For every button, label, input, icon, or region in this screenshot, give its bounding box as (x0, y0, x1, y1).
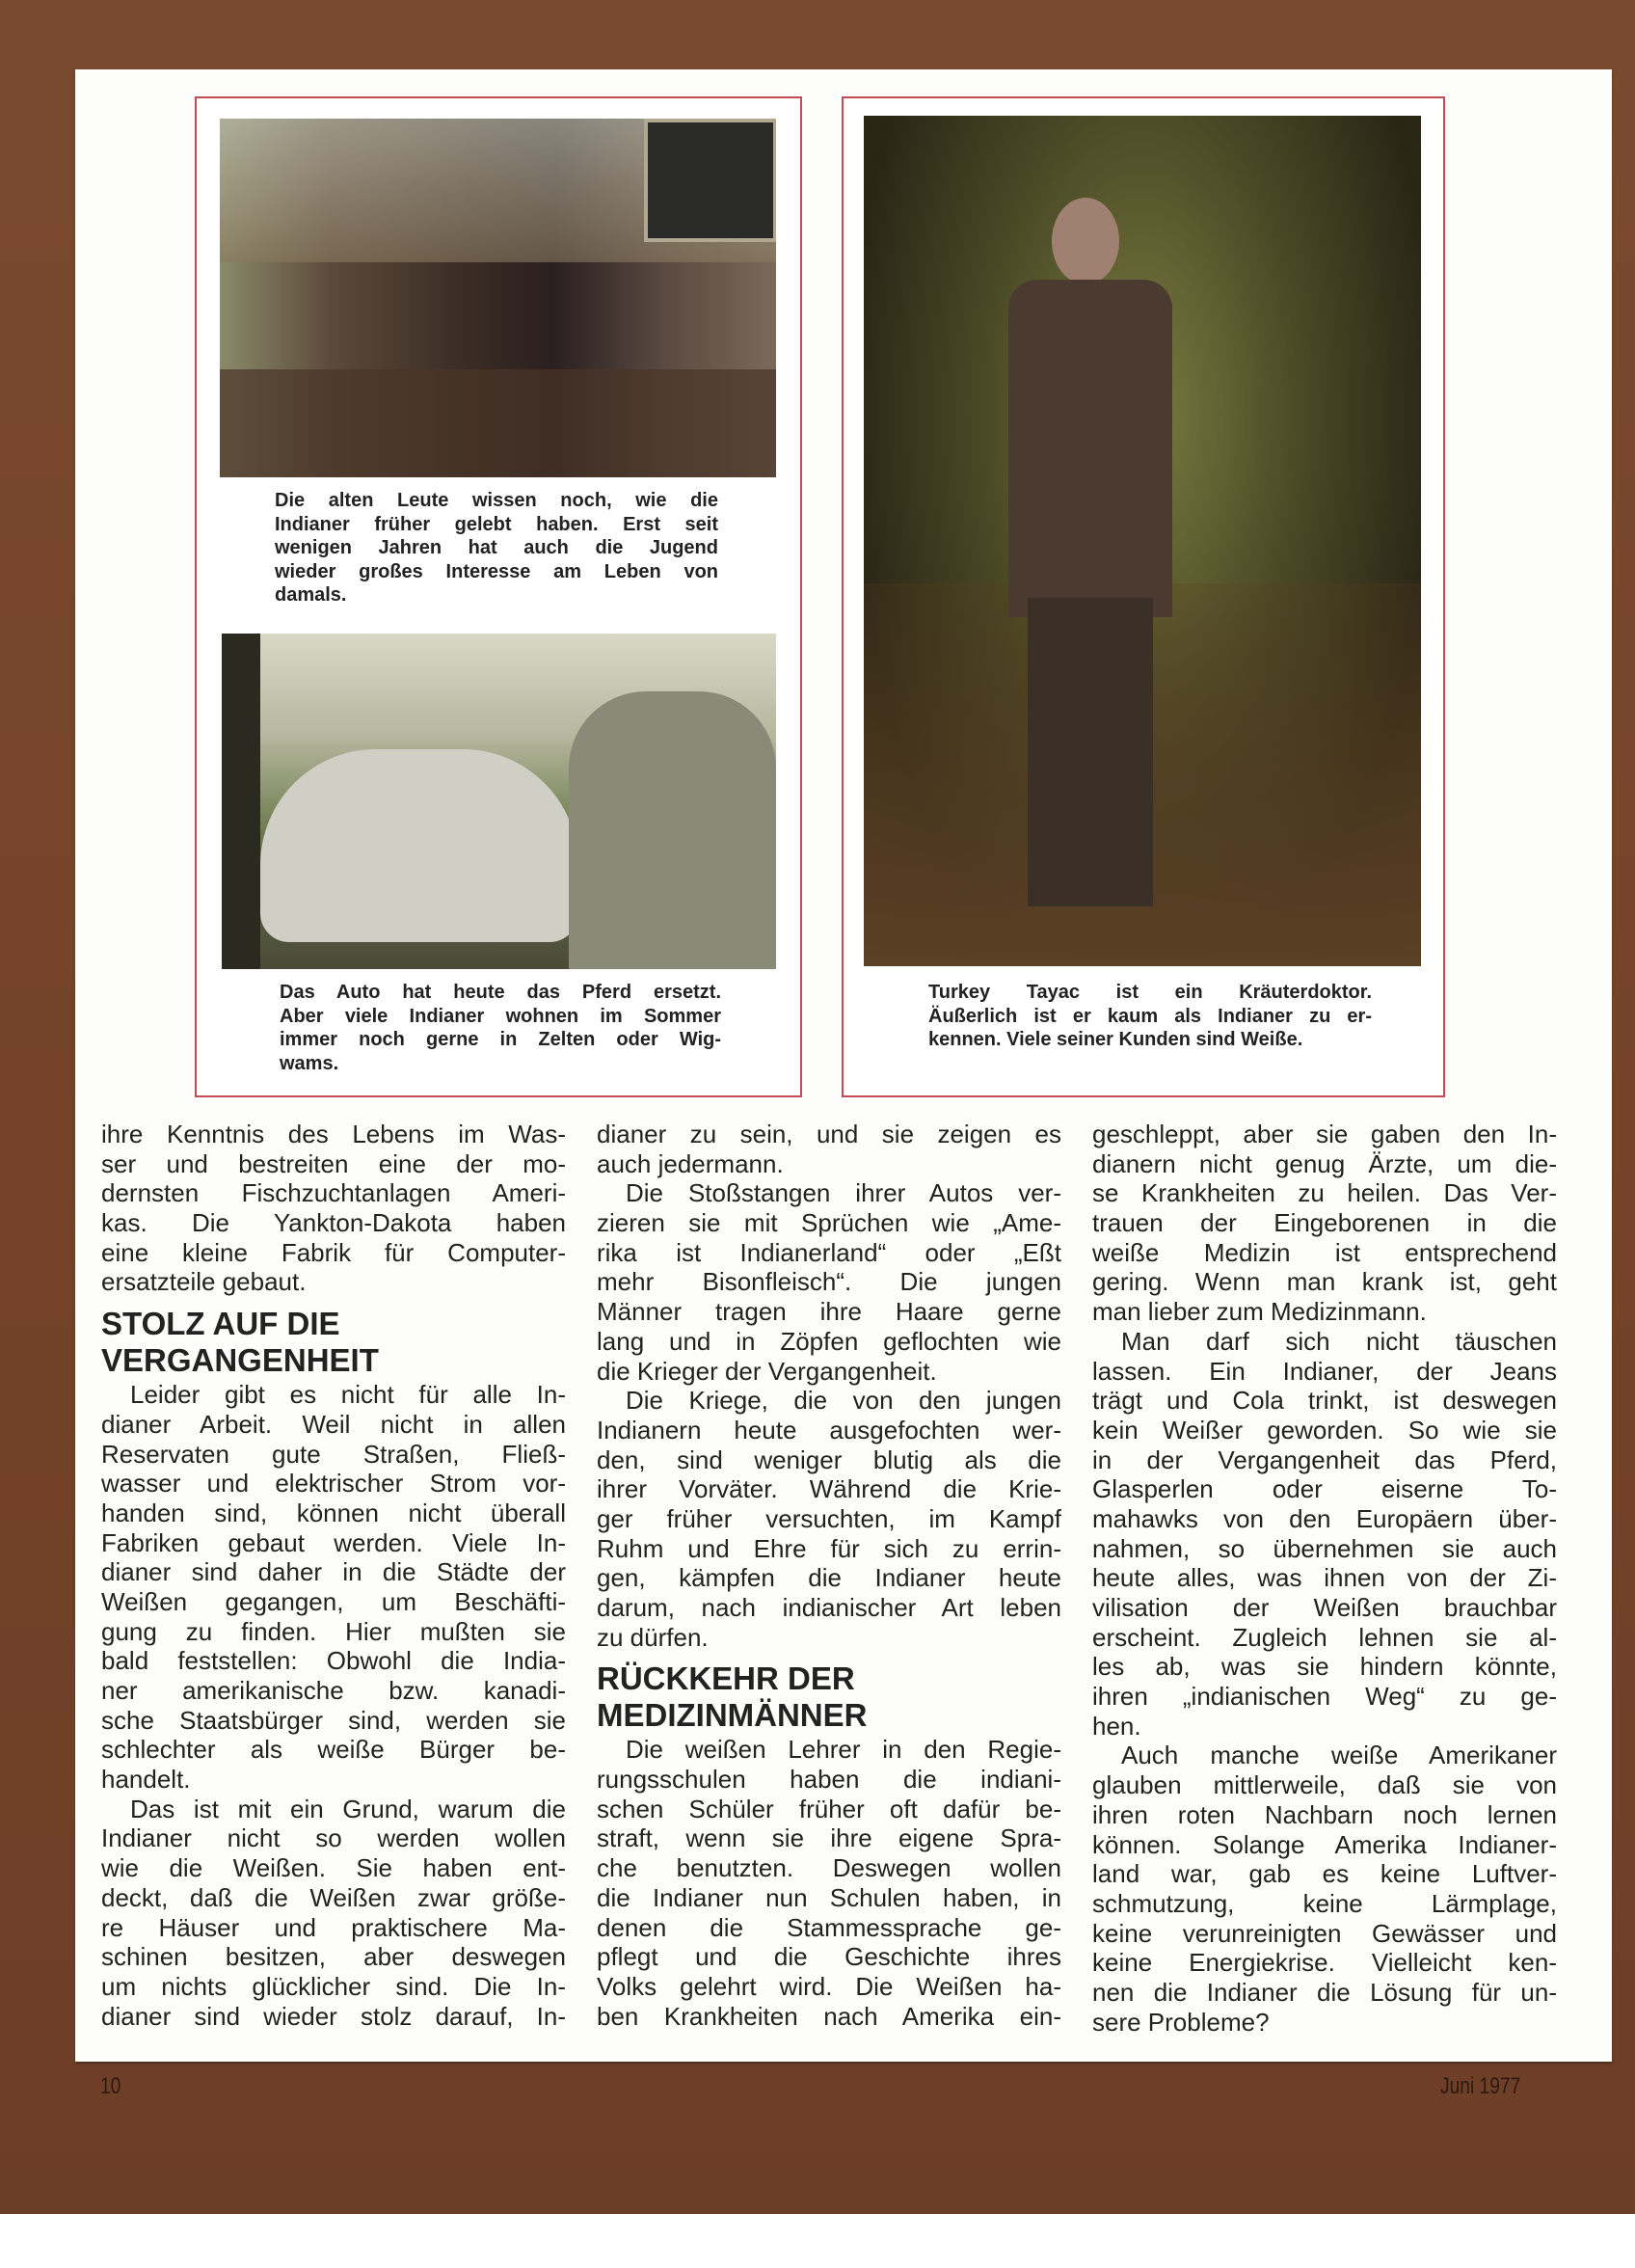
article-text-line: ihrer Vorväter. Während die Krie- (597, 1474, 1061, 1504)
caption-line: wieder großes Interesse am Leben von (275, 560, 718, 582)
caption-line: Das Auto hat heute das Pferd ersetzt. (280, 982, 721, 1003)
article-text-line: man lieber zum Medizinmann. (1092, 1297, 1427, 1327)
article-text-line: ser und bestreiten eine der mo- (101, 1148, 566, 1178)
article-text-line: keine Energiekrise. Vielleicht ken- (1092, 1948, 1557, 1978)
caption-line: Die alten Leute wissen noch, wie die (275, 490, 718, 511)
article-text-line: glauben mittlerweile, daß sie von (1092, 1770, 1557, 1800)
caption-turkey-tayac (928, 981, 1372, 1052)
article-text-line: Die weißen Lehrer in den Regie- (626, 1735, 1061, 1765)
article-column-2 (597, 1120, 1061, 2031)
section-heading: RÜCKKEHR DER (597, 1660, 855, 1697)
article-text-line: Fabriken gebaut werden. Viele In- (101, 1527, 566, 1557)
article-text-line: Man darf sich nicht täuschen (1121, 1326, 1557, 1356)
article-text-line: zu dürfen. (597, 1622, 709, 1652)
article-text-line: ger früher versuchten, im Kampf (597, 1503, 1061, 1533)
caption-line: Indianer früher gelebt haben. Erst seit (275, 513, 718, 535)
article-text-line: Indianer nicht so werden wollen (101, 1823, 566, 1853)
article-text-line: darum, nach indianischer Art leben (597, 1593, 1061, 1622)
article-text-line: vilisation der Weißen brauchbar (1092, 1593, 1557, 1622)
article-text-line: lassen. Ein Indianer, der Jeans (1092, 1356, 1557, 1386)
article-text-line: Indianern heute ausgefochten wer- (597, 1415, 1061, 1444)
article-text-line: Volks gelehrt wird. Die Weißen ha- (597, 1971, 1061, 2001)
article-text-line: in der Vergangenheit das Pferd, (1092, 1444, 1557, 1474)
article-text-line: die Krieger der Vergangenheit. (597, 1356, 937, 1386)
article-text-line: les ab, was sie hindern könnte, (1092, 1652, 1557, 1682)
article-text-line: schlechter als weiße Bürger be- (101, 1735, 566, 1765)
article-text-line: können. Solange Amerika Indianer- (1092, 1829, 1557, 1859)
page-number: 10 (100, 2073, 121, 2099)
article-text-line: Weißen gegangen, um Beschäfti- (101, 1586, 566, 1616)
article-text-line: Auch manche weiße Amerikaner (1121, 1741, 1557, 1770)
article-text-line: denen die Stammessprache ge- (597, 1912, 1061, 1942)
caption-line: wams. (280, 1052, 339, 1074)
article-text-line: auch jedermann. (597, 1148, 784, 1178)
article-text-line: Männer tragen ihre Haare gerne (597, 1297, 1061, 1327)
article-text-line: land war, gab es keine Luftver- (1092, 1859, 1557, 1889)
article-text-line: rika ist Indianerland“ oder „Eßt (597, 1237, 1061, 1267)
article-text-line: dianern nicht genug Ärzte, um die- (1092, 1148, 1557, 1178)
article-column-1 (101, 1120, 566, 2031)
article-text-line: Glasperlen oder eiserne To- (1092, 1474, 1557, 1504)
article-text-line: Leider gibt es nicht für alle In- (130, 1380, 566, 1410)
article-text-line: bald feststellen: Obwohl die India- (101, 1646, 566, 1676)
caption-elders (275, 489, 718, 608)
article-text-line: mahawks von den Europäern über- (1092, 1503, 1557, 1533)
caption-line: immer noch gerne in Zelten oder Wig- (280, 1029, 721, 1050)
article-text-line: handelt. (101, 1765, 191, 1795)
caption-line: Äußerlich ist er kaum als Indianer zu er- (928, 1005, 1372, 1027)
article-text-line: ben Krankheiten nach Amerika ein- (597, 2001, 1061, 2031)
article-text-line: Die Kriege, die von den jungen (626, 1386, 1061, 1416)
article-text-line: re Häuser und praktischere Ma- (101, 1912, 566, 1942)
article-text-line: dianer sind daher in die Städte der (101, 1557, 566, 1587)
article-text-line: Das ist mit ein Grund, warum die (130, 1794, 566, 1823)
article-text-line: Die Stoßstangen ihrer Autos ver- (626, 1178, 1061, 1208)
section-heading: MEDIZINMÄNNER (597, 1697, 868, 1734)
article-text-line: Reservaten gute Straßen, Fließ- (101, 1439, 566, 1469)
article-text-line: um nichts glücklicher sind. Die In- (101, 1971, 566, 2001)
article-text-line: lang und in Zöpfen geflochten wie (597, 1326, 1061, 1356)
article-text-line: deckt, daß die Weißen zwar größe- (101, 1882, 566, 1912)
article-text-line: sche Staatsbürger sind, werden sie (101, 1705, 566, 1735)
article-text-line: dernsten Fischzuchtanlagen Ameri- (101, 1178, 566, 1208)
article-text-line: mehr Bisonfleisch“. Die jungen (597, 1267, 1061, 1297)
article-text-line: ner amerikanische bzw. kanadi- (101, 1676, 566, 1705)
article-text-line: schen Schüler früher oft dafür be- (597, 1794, 1061, 1823)
section-heading: VERGANGENHEIT (101, 1342, 379, 1379)
article-text-line: dianer zu sein, und sie zeigen es (597, 1120, 1061, 1148)
article-text-line: weiße Medizin ist entsprechend (1092, 1237, 1557, 1267)
photo-elders-with-children (220, 119, 776, 477)
article-text-line: trägt und Cola trinkt, ist deswegen (1092, 1386, 1557, 1416)
photo-car-and-wigwam (222, 634, 776, 969)
article-text-line: wasser und elektrischer Strom vor- (101, 1469, 566, 1498)
article-text-line: ihren roten Nachbarn noch lernen (1092, 1799, 1557, 1829)
article-text-line: che benutzten. Deswegen wollen (597, 1853, 1061, 1883)
article-text-line: kein Weißer geworden. So wie sie (1092, 1415, 1557, 1444)
article-text-line: wie die Weißen. Sie haben ent- (101, 1853, 566, 1883)
article-text-line: se Krankheiten zu heilen. Das Ver- (1092, 1178, 1557, 1208)
article-text-line: eine kleine Fabrik für Computer- (101, 1237, 566, 1267)
article-column-3 (1092, 1120, 1557, 2037)
article-text-line: ersatzteile gebaut. (101, 1267, 307, 1297)
article-text-line: dianer Arbeit. Weil nicht in allen (101, 1409, 566, 1439)
article-text-line: den, sind weniger blutig als die (597, 1444, 1061, 1474)
article-text-line: heute alles, was ihnen von der Zi- (1092, 1563, 1557, 1593)
caption-line: wenigen Jahren hat auch die Jugend (275, 537, 718, 558)
section-heading: STOLZ AUF DIE (101, 1306, 340, 1342)
article-text-line: nahmen, so übernehmen sie auch (1092, 1533, 1557, 1563)
article-text-line: ihre Kenntnis des Lebens im Was- (101, 1120, 566, 1148)
photo-turkey-tayac (864, 116, 1421, 966)
article-text-line: geschleppt, aber sie gaben den In- (1092, 1120, 1557, 1148)
article-text-line: schinen besitzen, aber deswegen (101, 1942, 566, 1972)
article-text-line: trauen der Eingeborenen in die (1092, 1208, 1557, 1238)
article-text-line: dianer sind wieder stolz darauf, In- (101, 2001, 566, 2031)
caption-car (280, 981, 721, 1075)
caption-line: kennen. Viele seiner Kunden sind Weiße. (928, 1029, 1303, 1050)
article-text-line: pflegt und die Geschichte ihres (597, 1942, 1061, 1972)
article-text-line: sere Probleme? (1092, 2007, 1270, 2037)
article-text-line: keine verunreinigten Gewässer und (1092, 1918, 1557, 1948)
article-text-line: ihren „indianischen Weg“ zu ge- (1092, 1682, 1557, 1712)
caption-line: Turkey Tayac ist ein Kräuterdoktor. (928, 982, 1372, 1003)
article-text-line: hen. (1092, 1711, 1141, 1741)
article-text-line: gering. Wenn man krank ist, geht (1092, 1267, 1557, 1297)
caption-line: damals. (275, 584, 347, 606)
article-text-line: Ruhm und Ehre für sich zu errin- (597, 1533, 1061, 1563)
article-text-line: gen, kämpfen die Indianer heute (597, 1563, 1061, 1593)
article-text-line: die Indianer nun Schulen haben, in (597, 1882, 1061, 1912)
article-text-line: rungsschulen haben die indiani- (597, 1765, 1061, 1795)
article-text-line: gung zu finden. Hier mußten sie (101, 1616, 566, 1646)
caption-line: Aber viele Indianer wohnen im Sommer (280, 1005, 721, 1027)
article-text-line: kas. Die Yankton-Dakota haben (101, 1208, 566, 1238)
article-text-line: zieren sie mit Sprüchen wie „Ame- (597, 1208, 1061, 1238)
article-text-line: schmutzung, keine Lärmplage, (1092, 1888, 1557, 1918)
article-text-line: straft, wenn sie ihre eigene Spra- (597, 1823, 1061, 1853)
article-text-line: handen sind, können nicht überall (101, 1498, 566, 1527)
article-text-line: nen die Indianer die Lösung für un- (1092, 1977, 1557, 2007)
issue-date: Juni 1977 (1440, 2073, 1521, 2099)
article-text-line: erscheint. Zugleich lehnen sie al- (1092, 1622, 1557, 1652)
